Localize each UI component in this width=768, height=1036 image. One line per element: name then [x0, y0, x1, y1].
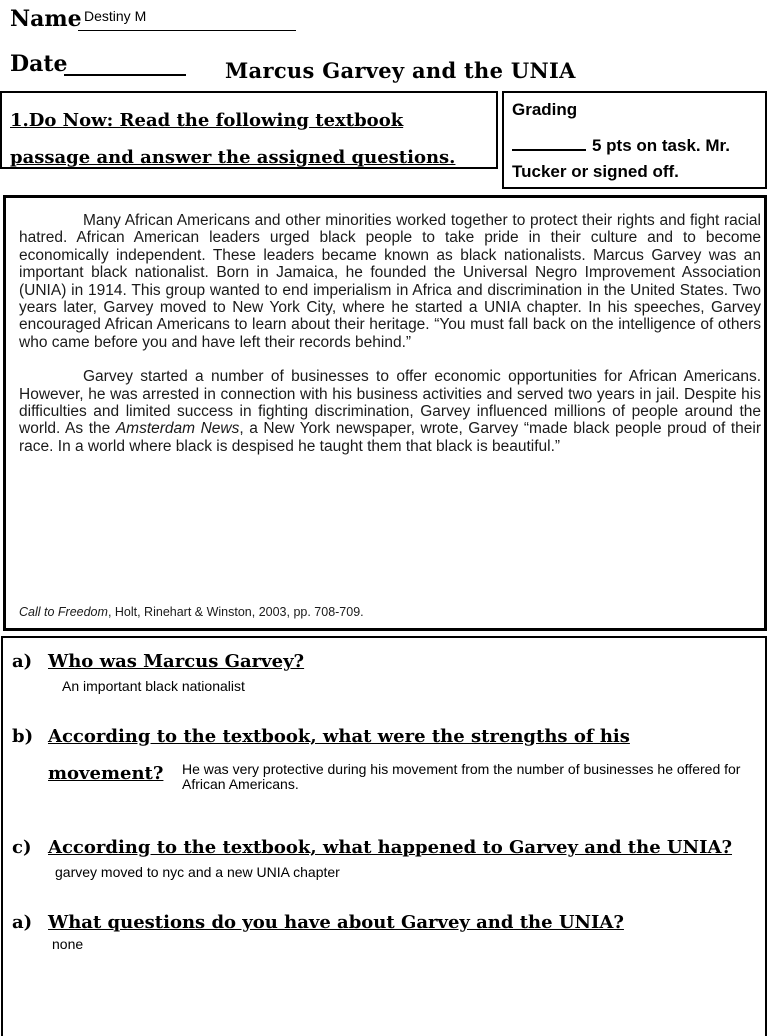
question-text: According to the textbook, what were the strengths of his [48, 726, 630, 747]
textbook-passage [19, 212, 761, 455]
passage-paragraph-2-start: Garvey started a number of businesses to offer economic opportunities for African Americans. However, he was arrested in connection with his business activities and served two years in jail. Despite his difficulties and limited success in fighting discrimination, Garvey influenced millions of people around the world. As the [19, 368, 761, 438]
question-b-continued: movement? [48, 763, 164, 784]
question-d [12, 912, 752, 936]
question-text: What questions do you have about Garvey and the UNIA? [48, 912, 624, 933]
answer-d[interactable]: none [52, 936, 84, 952]
question-letter: b) [12, 726, 34, 747]
question-b [12, 726, 752, 750]
question-letter: a) [12, 651, 33, 672]
passage-paragraph-2 [19, 368, 761, 455]
do-now-instructions [10, 102, 495, 176]
question-text: According to the textbook, what happened to Garvey and the UNIA? [48, 837, 732, 858]
question-a [12, 651, 752, 675]
grading-score-blank[interactable] [512, 149, 586, 151]
answer-c[interactable]: garvey moved to nyc and a new UNIA chapter [55, 864, 340, 880]
passage-citation [19, 605, 364, 619]
question-letter: a) [12, 912, 33, 933]
page-title: Marcus Garvey and the UNIA [225, 58, 576, 83]
question-letter: c) [12, 837, 32, 858]
questions-box [1, 636, 767, 1036]
date-label: Date [10, 51, 68, 77]
name-field[interactable]: Destiny M [84, 8, 147, 24]
passage-paragraph-2-end: , a New York newspaper, wrote, Garvey “made black people proud of their race. In a world where black is despised he taught them that black is beautiful.” [19, 420, 761, 455]
name-line [78, 30, 296, 31]
grading-signoff-text: Tucker or signed off. [512, 162, 679, 181]
name-label: Name [10, 6, 82, 32]
question-c [12, 837, 764, 861]
grading-heading: Grading [512, 100, 578, 119]
grading-points-text: 5 pts on task. Mr. [592, 136, 730, 155]
grading-box [502, 91, 767, 189]
citation-publisher: , Holt, Rinehart & Winston, 2003, pp. 708-709. [107, 605, 364, 619]
grading-points-line [512, 133, 757, 159]
answer-a[interactable]: An important black nationalist [62, 678, 245, 694]
do-now-line-1: 1.Do Now: Read the following textbook [10, 110, 404, 131]
citation-book-title: Call to Freedom [19, 605, 108, 619]
passage-paragraph-1: Many African Americans and other minorities worked together to protect their rights and fight racial hatred. African American leaders urged black people to take pride in their culture and to become economically independent. These leaders became known as black nationalists. Marcus Garvey was an important black nationalist. Born in Jamaica, he founded the Universal Negro Improvement Association (UNIA) in 1914. This group wanted to end imperialism in Africa and discrimination in the United States. Two years later, Garvey moved to New York City, where he started a UNIA chapter. In his speeches, Garvey encouraged African Americans to learn about their heritage. “You must fall back on the intelligence of others who came before you and have left their records behind.” [19, 212, 761, 351]
answer-b[interactable]: He was very protective during his movement from the number of businesses he offered for African Americans. [182, 761, 741, 792]
date-field[interactable] [64, 74, 186, 76]
newspaper-name: Amsterdam News [115, 420, 240, 438]
question-text: Who was Marcus Garvey? [48, 651, 305, 672]
do-now-line-2: passage and answer the assigned questions. [10, 147, 456, 168]
